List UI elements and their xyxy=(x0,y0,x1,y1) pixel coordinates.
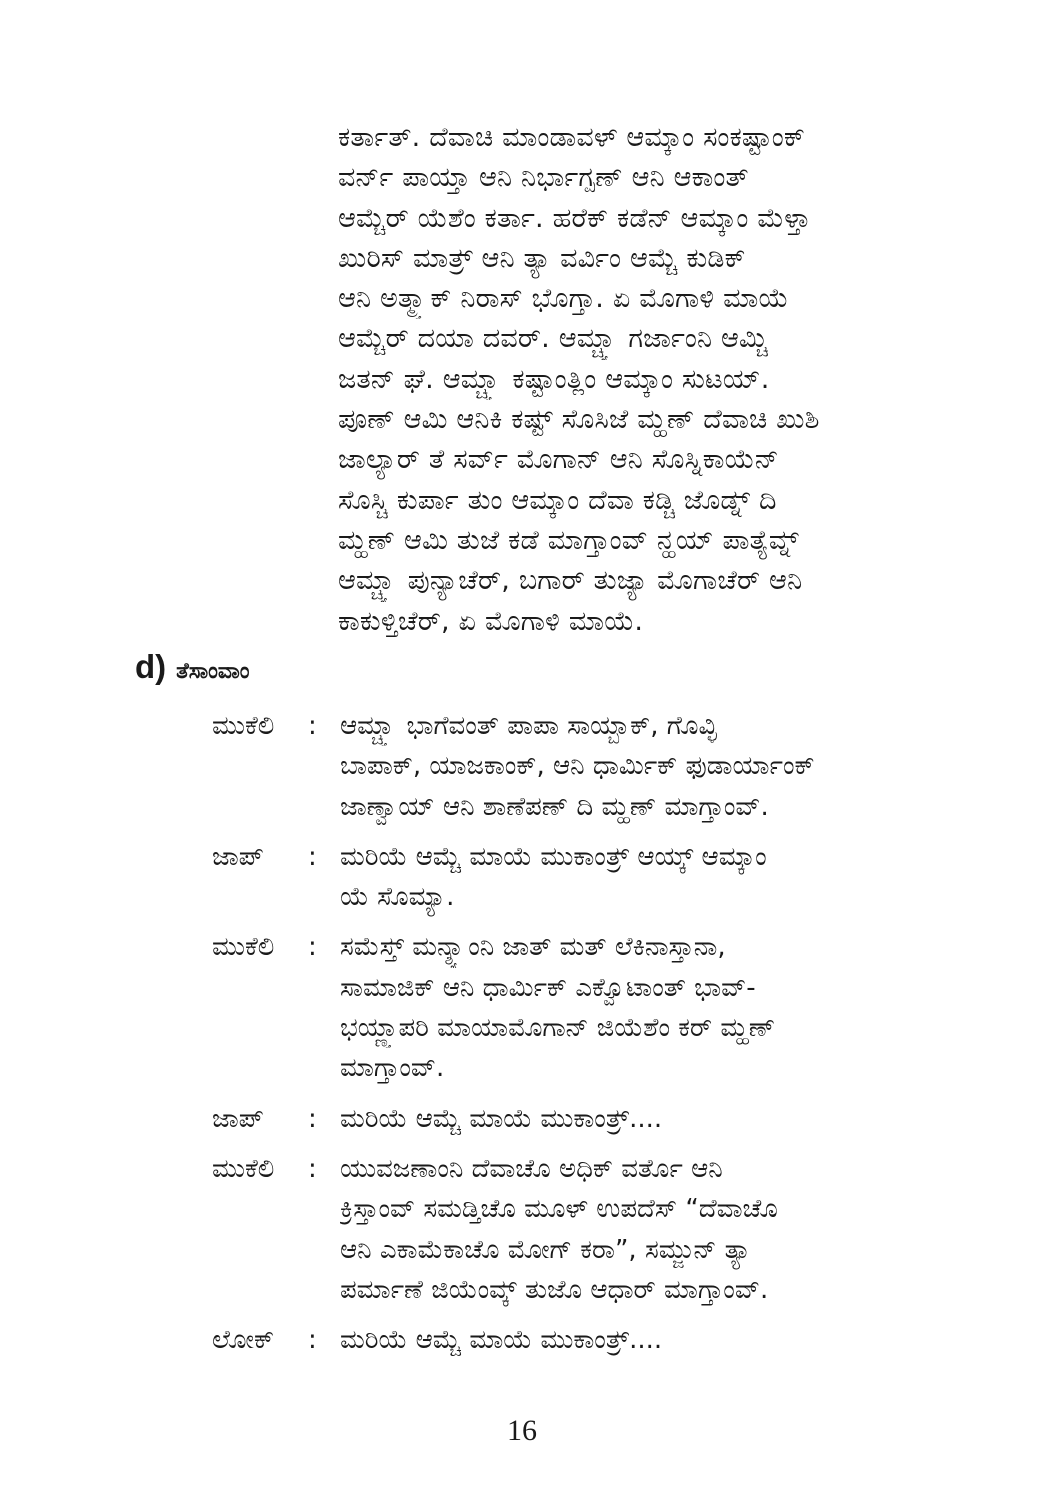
intro-line: ಕರ್ತಾತ್. ದೆವಾಚಿ ಮಾಂಡಾವಳ್ ಆಮ್ಕಾಂ ಸಂಕಷ್ಟಾಂಕ್ xyxy=(338,122,806,153)
litany-dialogue xyxy=(212,706,922,1370)
speech-text xyxy=(340,706,922,827)
speech-text xyxy=(340,1149,922,1310)
speech-line: ಸಾಮಾಜಿಕ್ ಆನಿ ಧಾರ್ಮಿಕ್ ಎಕ್ವೊಟಾಂತ್ ಭಾವ್- xyxy=(340,972,756,1003)
page-number: 16 xyxy=(507,1414,537,1447)
intro-line: ಜತನ್ ಘೆ. ಆಮ್ಚ್ಯಾ ಕಷ್ಟಾಂತ್ಲಿಂ ಆಮ್ಕಾಂ ಸುಟಯ್. xyxy=(338,363,770,395)
speaker-label: ಮುಕೆಲಿ xyxy=(212,711,275,741)
speaker-label: ಮುಕೆಲಿ xyxy=(212,1153,275,1184)
speaker-label: ಜಾಪ್ xyxy=(212,1103,264,1134)
intro-line: ವರ್ನ್ ಪಾಯ್ತಾ ಆನಿ ನಿರ್ಭಾಗ್ಪಣ್ ಆನಿ ಆಕಾಂತ್ xyxy=(338,162,749,194)
separator-colon: : xyxy=(308,1325,317,1356)
speech-text xyxy=(340,927,922,1088)
speech-line: ಸಮೆಸ್ತ್ ಮನ್ಶ್ಯಾಂನಿ ಜಾತ್ ಮತ್ ಲೆಕಿನಾಸ್ತಾನಾ, xyxy=(340,932,726,963)
speech-line: ಬಾಪಾಕ್, ಯಾಜಕಾಂಕ್, ಆನಿ ಧಾರ್ಮಿಕ್ ಫುಡಾರ್ಯಾಂಕ್ xyxy=(340,751,815,782)
speech-line: ಯುವಜಣಾಂನಿ ದೆವಾಚೊ ಅಧಿಕ್ ವರ್ತೊ ಆನಿ xyxy=(340,1153,723,1184)
speaker-label: ಮುಕೆಲಿ xyxy=(212,932,275,963)
intro-line: ಪೂಣ್ ಆಮಿ ಆನಿಕಿ ಕಷ್ಟ್ ಸೊಸಿಜೆ ಮ್ಹಣ್ ದೆವಾಚಿ ಖುಶಿ xyxy=(338,404,820,436)
separator-colon: : xyxy=(308,932,317,963)
section-heading xyxy=(135,648,250,686)
dialogue-entry xyxy=(212,927,922,1088)
separator-colon: : xyxy=(308,1153,317,1184)
speech-line: ಆಮ್ಚ್ಯಾ ಭಾಗೆವಂತ್ ಪಾಪಾ ಸಾಯ್ಬಾಕ್, ಗೊವ್ಳಿ xyxy=(340,711,717,741)
speech-text xyxy=(340,1099,922,1139)
separator-colon: : xyxy=(308,711,317,741)
intro-line: ಆಮ್ಚ್ಯಾ ಪುನ್ಯಾಚೆರ್, ಬಗಾರ್ ತುಜ್ಯಾ ಮೊಗಾಚೆರ್ ಆನಿ xyxy=(338,565,803,597)
section-marker: d) xyxy=(135,648,167,685)
speech-line: ಮರಿಯೆ ಆಮ್ಚೆ ಮಾಯೆ ಮುಕಾಂತ್ರ್.... xyxy=(340,1325,663,1356)
speech-line: ಭಯ್ಣ್ಯಾಪರಿ ಮಾಯಾಮೊಗಾನ್ ಜಿಯೆಶೆಂ ಕರ್ ಮ್ಹಣ್ xyxy=(340,1013,776,1044)
speech-line: ಮರಿಯೆ ಆಮ್ಚೆ ಮಾಯೆ ಮುಕಾಂತ್ರ್.... xyxy=(340,1103,663,1134)
speech-line: ಮಾಗ್ತಾಂವ್. xyxy=(340,1053,445,1084)
intro-line: ಸೊಸ್ಚಿ ಕುರ್ಪಾ ತುಂ ಆಮ್ಕಾಂ ದೆವಾ ಕಡ್ಚಿ ಜೊಡ್ನ್ ದಿ xyxy=(338,484,777,516)
section-title: ತೆಸಾಂವಾಂ xyxy=(176,659,250,684)
speech-line: ಆನಿ ಎಕಾಮೆಕಾಚೊ ಮೋಗ್ ಕರಾ”, ಸಮ್ಜುನ್ ತ್ಯಾ xyxy=(340,1234,752,1265)
separator-colon: : xyxy=(308,841,317,872)
dialogue-entry xyxy=(212,1099,922,1139)
dialogue-entry xyxy=(212,1320,922,1360)
speech-text xyxy=(340,837,922,918)
intro-line: ಕಾಕುಳ್ತಿಚೆರ್, ಏ ಮೊಗಾಳಿ ಮಾಯೆ. xyxy=(338,605,644,637)
intro-line: ಖುರಿಸ್ ಮಾತ್ರ್ ಆನಿ ತ್ಯಾ ವರ್ವಿಂ ಆಮ್ಚೆ ಕುಡಿಕ್ xyxy=(338,242,746,274)
dialogue-entry xyxy=(212,1149,922,1310)
speech-line: ಯೆ ಸೊಮ್ಯಾ. xyxy=(340,882,455,913)
intro-line: ಆಮ್ಚೆರ್ ಯೆಶೆಂ ಕರ್ತಾ. ಹರೆಕ್ ಕಡೆನ್ ಆಮ್ಕಾಂ ಮೆಳ್ತಾ xyxy=(338,202,811,234)
intro-line: ಜಾಲ್ಯಾರ್ ತೆ ಸರ್ವ್ ಮೊಗಾನ್ ಆನಿ ಸೊಸ್ನಿಕಾಯೆನ್ xyxy=(338,444,779,476)
separator-colon: : xyxy=(308,1103,317,1134)
intro-line: ಮ್ಹಣ್ ಆಮಿ ತುಜೆ ಕಡೆ ಮಾಗ್ತಾಂವ್ ನ್ಹಯ್ ಪಾತ್ಯೆವ್ನ್ xyxy=(338,524,799,556)
intro-line: ಆನಿ ಅತ್ಮ್ಯಾಕ್ ನಿರಾಸ್ ಭೊಗ್ತಾ. ಏ ಮೊಗಾಳಿ ಮಾಯೆ xyxy=(338,283,789,315)
speech-line: ಜಾಣ್ವಾಯ್ ಆನಿ ಶಾಣೆಪಣ್ ದಿ ಮ್ಹಣ್ ಮಾಗ್ತಾಂವ್. xyxy=(340,791,769,822)
speech-line: ಮರಿಯೆ ಆಮ್ಚೆ ಮಾಯೆ ಮುಕಾಂತ್ರ್ ಆಯ್ಕ್ ಆಮ್ಕಾಂ xyxy=(340,841,767,872)
speaker-label: ಲೋಕ್ xyxy=(212,1325,275,1356)
speech-line: ಪರ್ಮಾಣೆ ಜಿಯೆಂವ್ಕ್ ತುಜೊ ಆಧಾರ್ ಮಾಗ್ತಾಂವ್. xyxy=(340,1274,769,1305)
dialogue-entry xyxy=(212,706,922,827)
intro-line: ಆಮ್ಚೆರ್ ದಯಾ ದವರ್. ಆಮ್ಚ್ಯಾ ಗರ್ಜಾಂನಿ ಆಮ್ಚಿ xyxy=(338,323,768,355)
intro-paragraph xyxy=(338,118,914,642)
speaker-label: ಜಾಪ್ xyxy=(212,841,264,872)
speech-line: ಕ್ರಿಸ್ತಾಂವ್ ಸಮಡ್ತಿಚೊ ಮೂಳ್ ಉಪದೆಸ್ “ದೆವಾಚೊ xyxy=(340,1194,778,1225)
dialogue-entry xyxy=(212,837,922,918)
speech-text xyxy=(340,1320,922,1360)
